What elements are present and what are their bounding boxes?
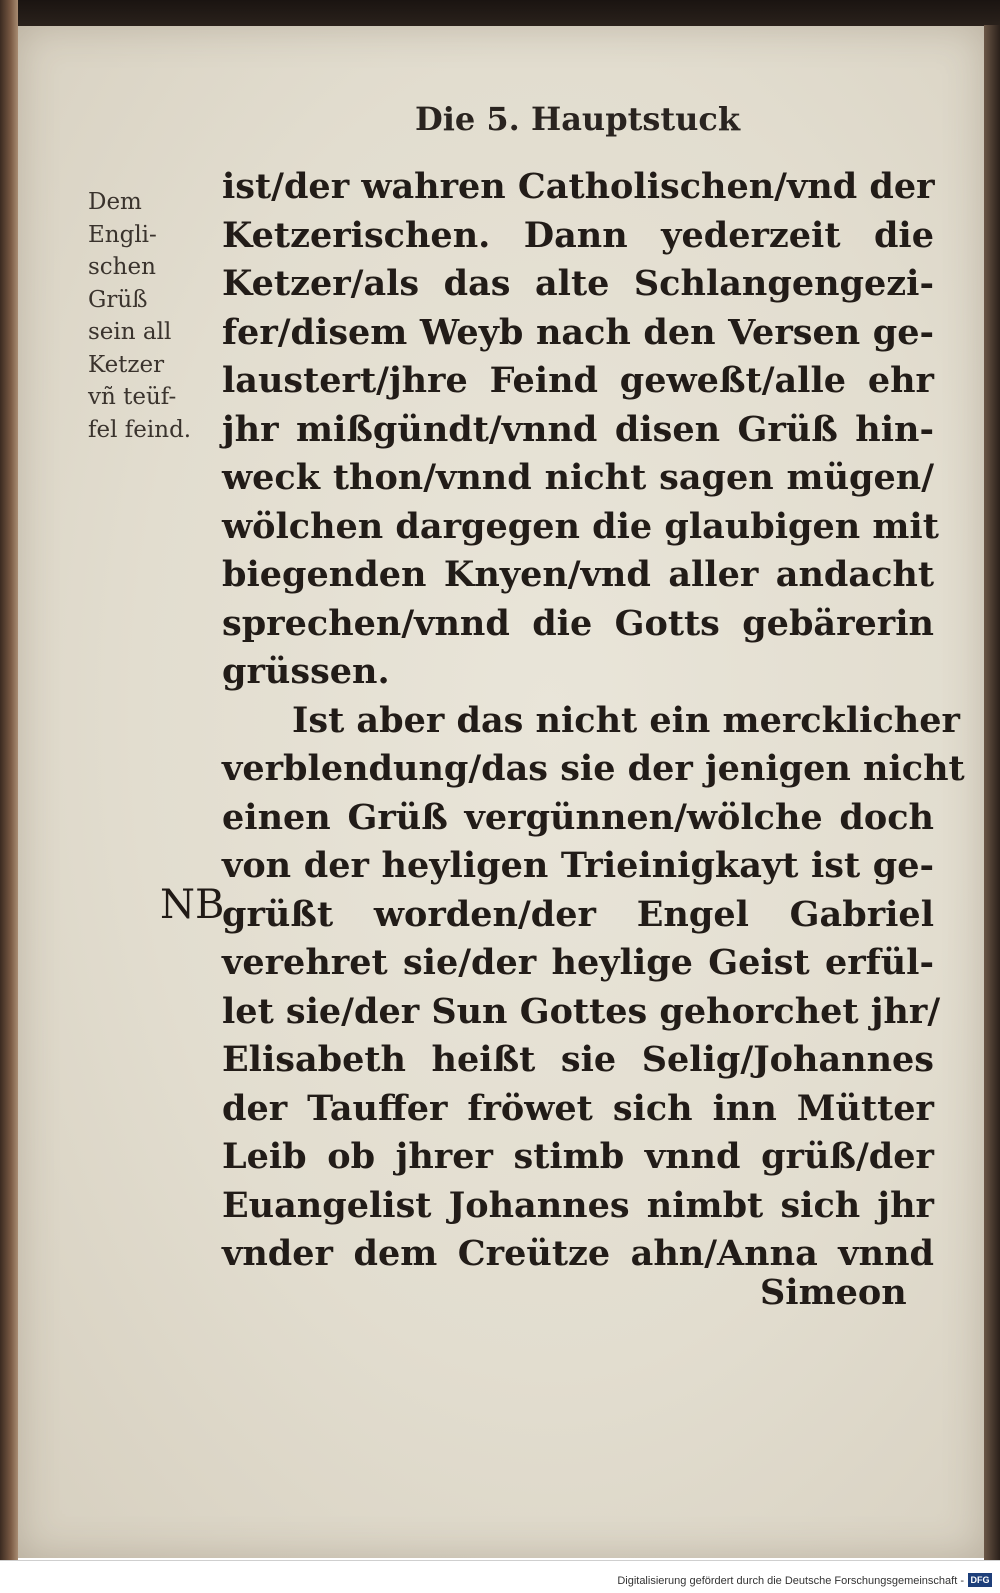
marginal-note-line: schen [88,254,156,280]
marginal-note-line: Ketzer [88,351,165,378]
text-line: verehret sie/der heylige Geist erfül- [222,942,934,983]
text-line: wölchen dargegen die glaubigen mit [222,505,939,547]
running-title: Die 5. Hauptstuck [415,100,741,138]
text-line: der Tauffer fröwet sich inn Mütter [222,1087,934,1129]
catchword: Simeon [760,1272,907,1313]
marginal-note-line: Dem [88,189,142,215]
text-line: fer/disem Weyb nach den Versen ge- [222,311,934,353]
funding-credit: Digitalisierung gefördert durch die Deutsche Forschungsgemeinschaft - [617,1575,964,1587]
text-line: Ketzerischen. Dann yederzeit die [222,214,934,256]
nota-bene-mark: NB [160,882,225,928]
marginal-note-line: sein all [88,319,172,345]
book-cover-right-edge [984,25,1000,1560]
text-line: Ist aber das nicht ein mercklicher [292,699,960,741]
text-line: sprechen/vnnd die Gotts gebärerin [222,602,934,644]
marginal-note-line: vñ teüf- [88,384,177,410]
marginal-note [88,186,191,446]
marginal-note-line: Engli- [88,221,157,248]
text-line: Ketzer/als das alte Schlangengezi- [222,263,934,304]
text-line: Elisabeth heißt sie Selig/Johannes [222,1039,934,1080]
text-line: ist/der wahren Catholischen/vnd der [222,166,935,207]
text-line: Leib ob jhrer stimb vnnd grüß/der [222,1136,934,1177]
text-line: grüssen. [222,651,390,692]
text-line: verblendung/das sie der jenigen nicht [222,748,965,789]
text-line: von der heyligen Trieinigkayt ist ge- [222,845,934,886]
text-line: grüßt worden/der Engel Gabriel [222,893,934,935]
text-line: laustert/jhre Feind geweßt/alle ehr [222,360,934,401]
text-line: einen Grüß vergünnen/wölche doch [222,796,934,838]
book-cover-left-edge [0,0,18,1560]
text-line: let sie/der Sun Gottes gehorchet jhr/ [222,990,941,1032]
marginal-note-line: fel feind. [88,416,192,443]
dfg-logo: DFG [968,1573,992,1587]
text-line: biegenden Knyen/vnd aller andacht [222,554,934,595]
text-line: vnder dem Creütze ahn/Anna vnnd [222,1233,934,1274]
marginal-note-line: Grüß [88,286,148,313]
text-line: weck thon/vnnd nicht sagen mügen/ [222,457,934,498]
text-line: jhr mißgündt/vnnd disen Grüß hin- [222,408,934,450]
text-line: Euangelist Johannes nimbt sich jhr [222,1184,934,1226]
body-text [222,163,965,1279]
